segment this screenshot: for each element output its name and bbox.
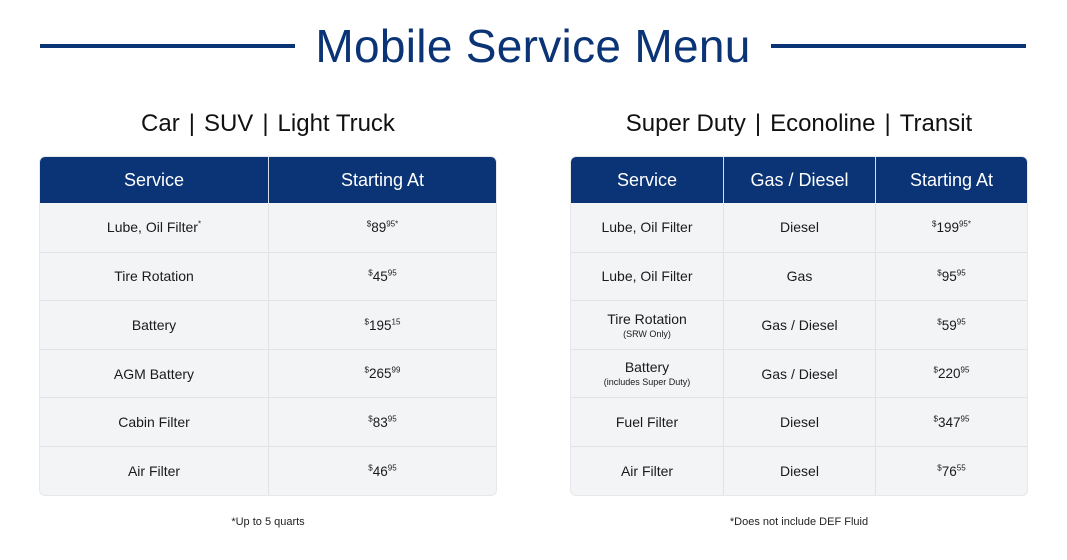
table-row	[571, 397, 1027, 446]
price-dollars: 45	[372, 269, 388, 285]
fuel-cell: Gas	[723, 252, 875, 301]
title-rule-left	[40, 44, 295, 48]
price-cents: 95	[956, 268, 966, 278]
currency-symbol: $	[932, 219, 937, 229]
table-row	[571, 349, 1027, 398]
price-cents: 95*	[386, 219, 399, 229]
price-cents: 99	[391, 365, 401, 375]
service-cell	[40, 252, 268, 301]
service-name: Tire Rotation	[607, 310, 687, 327]
subtitle-econoline: Econoline	[770, 110, 876, 137]
price-cell	[875, 203, 1027, 252]
service-cell	[40, 203, 268, 252]
service-cell	[571, 397, 723, 446]
fuel-cell: Diesel	[723, 203, 875, 252]
price	[934, 415, 970, 430]
price-cents: 15	[391, 317, 401, 327]
price-dollars: 83	[372, 414, 388, 430]
subtitle-separator: |	[884, 110, 891, 137]
service-cell	[40, 397, 268, 446]
currency-symbol: $	[937, 463, 942, 472]
table-row	[571, 300, 1027, 349]
left-price-table	[40, 157, 496, 495]
currency-symbol: $	[364, 317, 369, 327]
price	[368, 415, 396, 430]
subtitle-super-duty: Super Duty	[625, 110, 746, 137]
price-cents: 95	[956, 317, 966, 327]
price-dollars: 347	[938, 414, 961, 430]
header-gas-diesel: Gas / Diesel	[723, 157, 875, 203]
table-row	[40, 300, 496, 349]
service-name: Air Filter	[620, 462, 674, 479]
price	[934, 366, 970, 381]
service-cell	[571, 252, 723, 301]
currency-symbol: $	[368, 268, 373, 278]
fuel-cell: Diesel	[723, 397, 875, 446]
table-row	[571, 252, 1027, 301]
service-name: Fuel Filter	[615, 414, 679, 431]
price-cell	[268, 300, 496, 349]
service-note: (includes Super Duty)	[603, 377, 691, 388]
super-duty-econoline-transit-panel	[571, 108, 1027, 495]
price	[368, 269, 396, 284]
price	[937, 318, 965, 333]
service-cell	[40, 446, 268, 495]
currency-symbol: $	[933, 414, 938, 424]
price	[365, 366, 401, 381]
price-cents: 95	[387, 463, 397, 472]
price-cents: 55	[956, 463, 966, 472]
price-cents: 95	[960, 365, 970, 375]
price-dollars: 95	[941, 269, 957, 285]
currency-symbol: $	[368, 463, 373, 472]
subtitle-suv: SUV	[203, 110, 254, 137]
price-dollars: 220	[938, 366, 961, 382]
price-cents: 95	[387, 414, 397, 424]
service-name: Battery	[131, 316, 177, 333]
price-cell	[268, 349, 496, 398]
price-cell	[875, 252, 1027, 301]
table-row	[40, 446, 496, 495]
service-cell	[571, 300, 723, 349]
service-cell	[571, 349, 723, 398]
price-dollars: 195	[369, 317, 392, 333]
service-note: (SRW Only)	[623, 328, 671, 339]
price-dollars: 46	[372, 463, 388, 479]
price	[932, 220, 971, 235]
price-cell	[875, 349, 1027, 398]
price-cell	[875, 446, 1027, 495]
service-name: Lube, Oil Filter	[601, 268, 693, 285]
table-row	[571, 203, 1027, 252]
currency-symbol: $	[368, 414, 373, 424]
price-cell	[268, 203, 496, 252]
table-row	[40, 397, 496, 446]
subtitle-separator: |	[188, 110, 195, 137]
subtitle-car: Car	[141, 110, 180, 137]
price-dollars: 76	[941, 463, 957, 479]
service-name: Tire Rotation	[114, 268, 194, 285]
price-cell	[268, 252, 496, 301]
subtitle-separator: |	[262, 110, 269, 137]
service-name: Lube, Oil Filter	[601, 219, 693, 236]
fuel-cell: Gas / Diesel	[723, 300, 875, 349]
title-row	[40, 18, 1026, 74]
service-name: AGM Battery	[113, 365, 195, 382]
subtitle-transit: Transit	[899, 110, 973, 137]
price-cell	[875, 300, 1027, 349]
footnote-mark: *	[197, 219, 202, 229]
price-cell	[875, 397, 1027, 446]
price	[367, 220, 399, 235]
subtitle-light-truck: Light Truck	[277, 110, 395, 137]
fuel-cell: Diesel	[723, 446, 875, 495]
price	[368, 464, 396, 479]
service-cell	[571, 203, 723, 252]
price-cents: 95	[960, 414, 970, 424]
table-header-row	[40, 157, 496, 203]
right-footnote: *Does not include DEF Fluid	[729, 516, 869, 528]
fuel-cell: Gas / Diesel	[723, 349, 875, 398]
currency-symbol: $	[937, 268, 942, 278]
header-service: Service	[40, 157, 268, 203]
header-service: Service	[571, 157, 723, 203]
right-subtitle	[571, 108, 1027, 140]
left-footnote: *Up to 5 quarts	[231, 516, 305, 528]
table-row	[571, 446, 1027, 495]
title-rule-right	[771, 44, 1026, 48]
left-subtitle	[40, 108, 496, 140]
currency-symbol: $	[937, 317, 942, 327]
price-dollars: 199	[936, 220, 959, 236]
price	[365, 318, 401, 333]
currency-symbol: $	[364, 365, 369, 375]
car-suv-light-truck-panel	[40, 108, 496, 495]
service-cell	[571, 446, 723, 495]
service-name: Air Filter	[127, 462, 181, 479]
subtitle-separator: |	[754, 110, 762, 137]
service-name: Battery	[624, 359, 670, 376]
right-table-body	[571, 203, 1027, 495]
page-title: Mobile Service Menu	[315, 20, 751, 72]
price-cell	[268, 397, 496, 446]
currency-symbol: $	[933, 365, 938, 375]
service-cell	[40, 300, 268, 349]
price-dollars: 59	[941, 317, 957, 333]
table-row	[40, 349, 496, 398]
service-name: Lube, Oil Filter	[106, 219, 198, 236]
service-cell	[40, 349, 268, 398]
price	[937, 269, 965, 284]
left-table-body	[40, 203, 496, 495]
header-starting-at: Starting At	[268, 157, 496, 203]
price-dollars: 89	[371, 220, 387, 236]
price-dollars: 265	[369, 366, 392, 382]
service-name: Cabin Filter	[118, 414, 190, 431]
table-row	[40, 252, 496, 301]
right-price-table	[571, 157, 1027, 495]
price-cell	[268, 446, 496, 495]
price	[937, 464, 965, 479]
header-starting-at: Starting At	[875, 157, 1027, 203]
currency-symbol: $	[366, 219, 372, 229]
table-header-row	[571, 157, 1027, 203]
price-cents: 95	[387, 268, 397, 278]
table-row	[40, 203, 496, 252]
price-cents: 95*	[958, 219, 971, 229]
